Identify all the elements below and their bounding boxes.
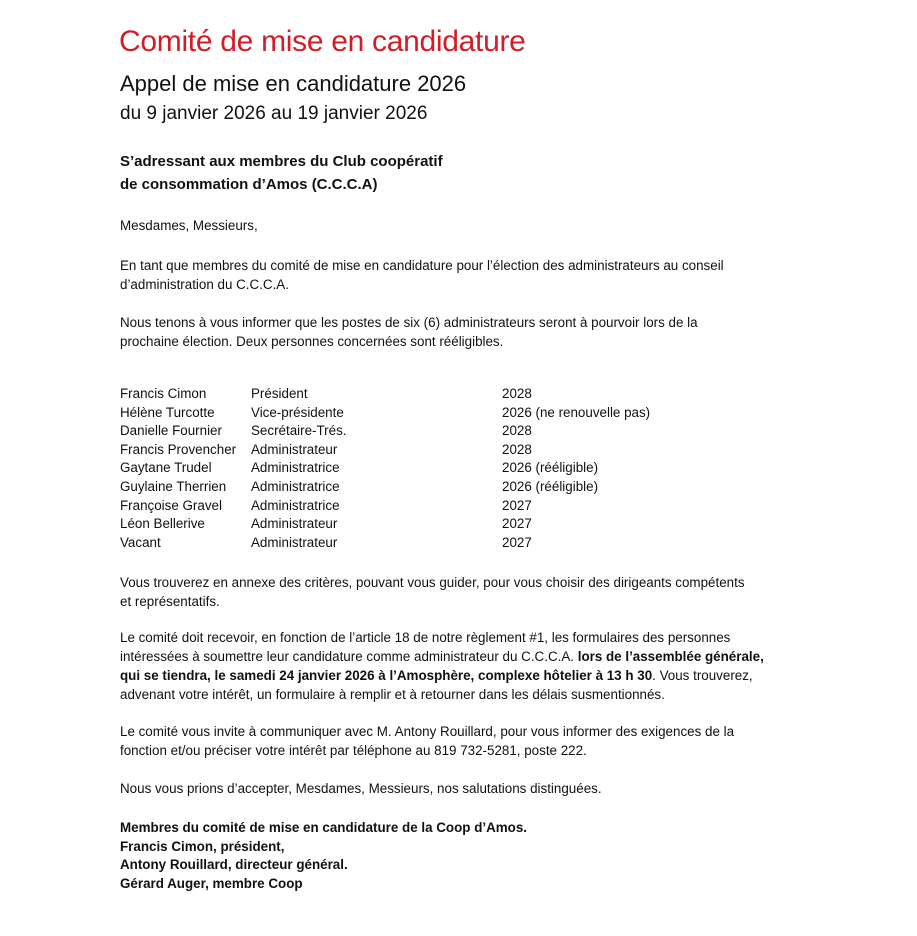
addressee-line: S’adressant aux membres du Club coopératif	[120, 153, 443, 170]
paragraph-line: Le comité doit recevoir, en fonction de l’article 18 de notre règlement #1, les formulaires des personnes	[120, 630, 731, 645]
paragraph-line: prochaine élection. Deux personnes concernées sont rééligibles.	[120, 334, 504, 349]
document-title: Comité de mise en candidature	[119, 25, 526, 58]
member-role: Secrétaire-Trés.	[251, 423, 347, 439]
member-name: Gaytane Trudel	[120, 460, 212, 476]
member-name: Danielle Fournier	[120, 423, 222, 439]
salutation-text: Mesdames, Messieurs,	[120, 218, 258, 233]
paragraph-line: Le comité vous invite à communiquer avec M. Antony Rouillard, pour vous informer des exigences de la	[120, 724, 735, 739]
paragraph-line: d’administration du C.C.C.A.	[120, 277, 289, 292]
salutation	[120, 216, 810, 235]
paragraph-line: Nous vous prions d’accepter, Mesdames, Messieurs, nos salutations distinguées.	[120, 781, 602, 796]
paragraph-line: fonction et/ou préciser votre intérêt par téléphone au 819 732-5281, poste 222.	[120, 743, 587, 758]
addressee-heading	[120, 150, 443, 196]
paragraph-line: Vous trouverez en annexe des critères, pouvant vous guider, pour vous choisir des dirigeants compétents	[120, 575, 745, 590]
member-name: Françoise Gravel	[120, 497, 222, 513]
signature-line: Francis Cimon, président,	[120, 838, 285, 854]
member-term: 2028	[502, 386, 532, 401]
member-name: Hélène Turcotte	[120, 404, 215, 420]
paragraph-line: En tant que membres du comité de mise en candidature pour l’élection des administrateurs au conseil	[120, 258, 724, 273]
member-name: Vacant	[120, 534, 161, 550]
paragraph-line	[120, 647, 810, 666]
signature-line: Membres du comité de mise en candidature de la Coop d’Amos.	[120, 820, 528, 835]
paragraph-line: et représentatifs.	[120, 594, 220, 609]
paragraph-line: advenant votre intérêt, un formulaire à remplir et à retourner dans les délais susmentionnés.	[120, 687, 665, 702]
paragraph-closing	[120, 779, 810, 798]
member-name: Francis Provencher	[120, 441, 237, 457]
paragraph-positions	[120, 313, 810, 351]
member-name: Guylaine Therrien	[120, 478, 227, 494]
member-term: 2028	[502, 441, 532, 457]
paragraph-text: intéressées à soumettre leur candidature comme administrateur du C.C.C.A.	[120, 649, 578, 664]
meeting-details: qui se tiendra, le samedi 24 janvier 2026 à l’Amosphère, complexe hôtelier à 13 h 30	[120, 668, 653, 683]
application-period: du 9 janvier 2026 au 19 janvier 2026	[120, 103, 428, 124]
paragraph-annex	[120, 573, 810, 611]
paragraph-line: Nous tenons à vous informer que les postes de six (6) administrateurs seront à pourvoir lors de la	[120, 315, 698, 330]
signature-line: Gérard Auger, membre Coop	[120, 875, 303, 891]
member-role: Vice-présidente	[251, 404, 344, 420]
member-term: 2028	[502, 423, 532, 439]
member-role: Administratrice	[251, 497, 340, 513]
member-term: 2026 (rééligible)	[502, 478, 599, 494]
signature-line: Antony Rouillard, directeur général.	[120, 857, 348, 872]
paragraph-submission	[120, 628, 810, 704]
member-term: 2026 (ne renouvelle pas)	[502, 404, 651, 420]
paragraph-text: . Vous trouverez,	[652, 668, 753, 683]
paragraph-intro	[120, 256, 810, 294]
member-term: 2027	[502, 534, 532, 550]
member-name: Francis Cimon	[120, 386, 207, 401]
paragraph-contact	[120, 722, 810, 760]
member-role: Président	[251, 386, 308, 401]
meeting-emphasis: lors de l’assemblée générale,	[577, 649, 764, 664]
member-term: 2026 (rééligible)	[502, 460, 599, 476]
member-term: 2027	[502, 497, 532, 513]
signature-block	[120, 819, 527, 893]
member-role: Administrateur	[251, 516, 338, 532]
member-role: Administratrice	[251, 478, 340, 494]
member-role: Administrateur	[251, 441, 338, 457]
member-role: Administratrice	[251, 460, 340, 476]
addressee-line: de consommation d’Amos (C.C.C.A)	[120, 176, 378, 193]
member-role: Administrateur	[251, 534, 338, 550]
member-term: 2027	[502, 516, 532, 532]
paragraph-line	[120, 666, 810, 685]
document-subtitle: Appel de mise en candidature 2026	[120, 71, 467, 96]
member-name: Léon Bellerive	[120, 516, 205, 532]
